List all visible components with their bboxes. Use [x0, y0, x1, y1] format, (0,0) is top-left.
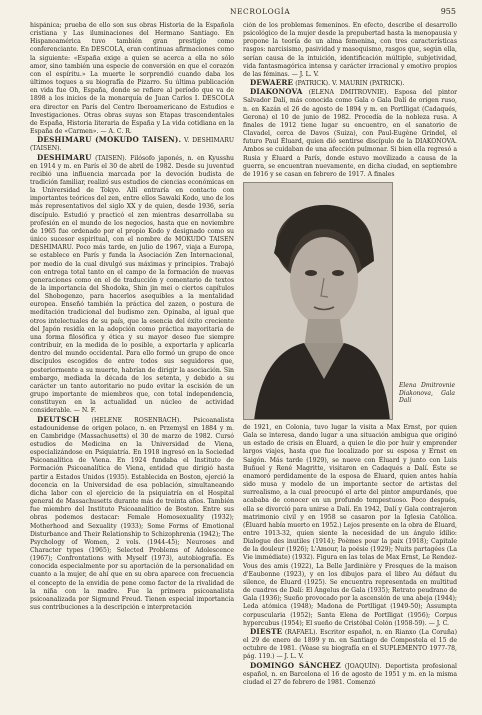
- entry-dewaere: DEWAERE (PATRICK). V. MAURIN (PATRICK).: [250, 78, 405, 88]
- page-header: [30, 7, 456, 19]
- portrait-illustration: [244, 183, 393, 420]
- entry-headword: DESHIMARU: [37, 152, 92, 162]
- entry-dieste: DIESTE (RAFAEL). Escritor español, n. en Rianxo (La Coruña) el 29 de enero de 1899 y m. en Santiago de Compostela el 15 de octubre de 1981. (Véase su biografía en el SUPLEMENTO 1977-78, pág. 119.) — J. L. V.: [243, 626, 457, 661]
- right-column: [243, 22, 457, 702]
- portrait-figure: [243, 182, 457, 420]
- left-column: [30, 22, 234, 702]
- entry-diakonova-continued: de 1921, en Colonia, tuvo lugar la visita a Max Ernst, por quien Gala se interesa, dando lugar a una situación ambigua que originó un estado de crisis en Éluard, a quien le dio por huir y emprender largos viajes, hasta que fue localizado por su esposa y Ernst en Saigón. Más tarde (1929), se nueve con Éluard y junto con Luis Buñuel y René Magritte, visitaron en Cadaqués a Dalí. Éste se enamoró perdidamente de la esposa de Éluard, quien antes había sido musa y modelo de un importante sector de artistas del surrealismo, a la cual preocupó el arte del pintor ampurdanés, que acababa de conocer en un profundo tempestuoso. Poco después, ella se divorció para unirse a Dalí. En 1942, Dalí y Gala contrajeron matrimonio civil y en 1958 se casaron por la Iglesia Católica. (Éluard había muerto en 1952.) Lejos presente en la obra de Éluard, entre 1913-32, quien siente la necesidad de un ángulo ídilio: Dialogue des inutiles (1914); Poèmes pour la paix (1918); Capitale de la douleur (1926); L'Amour, la poésie (1929); Nuits partagées (La Vie immédiate) (1932). Figura en las telas de Max Ernst, Le Rendez-Vous des amis (1922), La Belle Jardinière y Fresques de la maison d'Eaubonne (1923), y en los dibujos para el libro Au défaut du silence, de Éluard (1925). Se encuentra representada en multitud de cuadros de Dalí: El Ángelus de Gala (1935); Retrato peudrano de Gala (1936); Sueño provocado por la ascensión de una abeja (1944); Leda atómica (1948); Madona de Portlligat (1949-50); Assumpta corpuscularia (1952); Santa Elena de Portlligat (1956); Corpus hypercubus (1954); El sueño de Cristóbal Colón (1958-59). — J. C.: [243, 423, 457, 627]
- running-title: NECROLOGÍA: [230, 7, 291, 16]
- entry-headword: DEUTSCH: [37, 414, 80, 424]
- entry-headword: DESHIMARU (MOKUDO TAISEN).: [37, 135, 182, 145]
- entry-headword: DIESTE: [250, 626, 283, 636]
- entry-deutsch: DEUTSCH (HELENE ROSENBACH). Psicoanalista estadounidense de origen polaco, n. en Przemysl en 1884 y m. en Cambridge (Massachusetts) el 30 de marzo de 1982. Cursó estudios de Medicina en la Universidad de Viena, especializándose en Psiquiatría. En 1918 ingresó en la Sociedad Psicoanalítica de Viena. En 1924 fundaba el Instituto de Formación Psicoanalítica de Viena, entidad que dirigió hasta partir a Estados Unidos (1935). Establecida en Boston, ejerció la docencia en la Universidad de esa población, simultaneando dicha labor con el ejercicio de la psiquiatría en el Hospital general de Massachusetts durante más de treinta años. También fue miembro del Instituto Psicoanalítico de Boston. Entre sus obras podemos destacar: Female Homosexuality (1932); Motherhood and Sexuality (1933); Some Forms of Emotional Disturbance and Their Relationship to Schizophrenia (1942); The Psychology of Women, 2 vols. (1944-45); Neuroses and Character types (1965); Selected Problems of Adolescence (1967); Confrontations with Myself (1973), autobiografía. Es conocida especialmente por su aportación de la personalidad en cuanto a la mujer, de ahí que en su obra aparece con frecuencia el concepto de la envidia de pene como factor de la rivalidad de la niña con la madre. Fue la primera psicoanalista psicoanalizada por Sigmund Freud. Tienen especial importancia sus contribuciones a la descripción e interpretación: [30, 414, 234, 612]
- entry-continuation: hispánica; prueba de ello son sus obras Historia de la Española cristiana y Las iluminaciones del Hermano Santiago. En Hispanoamérica tuvo también gran prestigio como conferenciante. En DESCOLA, eran continuas afirmaciones como la siguiente: «España exige a quien se acerca a ella no sólo amor, sino también una especie de conversión en que el corazón con el espíritu.» La muerte le sorprendió cuando daba los últimos toques a su biografía de Pizarro. Su última publicación en vida fue Oh, España, donde se refiere al período que va de 1898 a los inicios de la monarquía de Juan Carlos I. DESCOLA era director en París del Centro Iberoamericano de Estudios e Investigaciones. Otras obras suyas son Etapas trascendentales de España, Historia literaria de España y La vida cotidiana en la España de «Carmen». — A. C. R.: [30, 22, 234, 136]
- entry-headword: DEWAERE: [250, 78, 294, 88]
- entry-deshimaru: DESHIMARU (TAISEN). Filósofo japonés, n. en Kyusshu en 1914 y m. en París el 30 de abril de 1982. Desde su juventud recibió una influencia marcada por la devoción budista de tradición familiar, realizó sus estudios de ciencias económicas en la Universidad de Tokyo. Allí entraría en contacto con importantes teóricos del zen, entre ellos Sawaki Kodo, uno de los más representativos del siglo XX y de quien, desde 1936, sería discípulo. Estudió y practicó el zen mientras desarrollaba su profesión en el mundo de los negocios, hasta que en noviembre de 1965 fue ordenado por el propio Kodo y designado como su único sucesor espiritual, con el nombre de MOKUDO TAISEN DESHIMARU. Poco más tarde, en julio de 1967, viaja a Europa, se establece en París y funda la Asociación Zen Internacional, por medio de la cual divulgó sus máximas y principios. Trabajó con entrega total tanto en el campo de la formación de nuevas generaciones como en el de traducción y comentario de textos de la importancia del Shodoka, Shin jin mei o ciertos capítulos del Shobogenzo, para hacerlos asequibles a la mentalidad europea. Enseñó también la práctica del zazen, o postura de meditación tradicional del budismo zen. Opinaba, al igual que otros intelectuales de su país, que la esencia del éxito creciente del Japón residía en la adopción como práctica mayoritaria de una forma filosófica y ética y su mayor deseo fue siempre contribuir, en la medida de lo posible, a exportarla y aplicarla dentro del mundo occidental. Para ello formó un grupo de once discípulos escogidos de entre todos sus seguidores que, posteriormente a su muerte, habrían de dirigir la asociación. Sin embargo, mediada la década de los setenta, y debido a su carácter un tanto autoritario no pudo evitar la escisión de un grupo importante de miembros que, con total independencia, constituyen en la actualidad un núcleo de actividad considerable. — N. F.: [30, 152, 234, 415]
- entry-deshimaru-ref: DESHIMARU (MOKUDO TAISEN). V. DESHIMARU (TAISEN).: [30, 135, 234, 153]
- page-number: 955: [440, 7, 456, 16]
- entry-domingo-sanchez: DOMINGO SÁNCHEZ (JOAQUÍN). Deportista profesional español, n. en Barcelona el 16 de agosto de 1951 y m. en la misma ciudad el 27 de febrero de 1981. Comenzó: [243, 660, 457, 686]
- entry-diakonova: DIAKONOVA (ELENA DMITROVNIE). Esposa del pintor Salvador Dalí, más conocida como Gala o Gala Dalí de origen ruso, n. en Kazán el 26 de agosto de 1894 y m. en Portlligat (Cadaqués, Gerona) el 10 de junio de 1982. Procedía de la nobleza rusa. A finales de 1912 tiene lugar su encuentro, en el sanatorio de Clavadel, cerca de Davos (Suiza), con Paul-Eugène Grindel, el futuro Paul Éluard, quien dió sentirse discípulo de la DIAKONOVA. Ambos se cuidaban de una afección pulmonar. Si bien ella regresó a Rusia y Éluard a París, donde estuvo movilizado a causa de la guerra, se encuentran nuevamente, en dicha ciudad, en septiembre de 1916 y se casan en febrero de 1917. A finales: [243, 87, 457, 178]
- entry-headword: DIAKONOVA: [250, 87, 303, 97]
- entry-headword: DOMINGO SÁNCHEZ: [250, 660, 341, 670]
- portrait-caption: Elena Dmitrovnie Diakonova, Gala Dalí: [399, 381, 455, 405]
- entry-continuation: ción de los problemas femeninos. En efecto, describe el desarrollo psicológico de la mujer desde la prepubertad hasta la menopausia y propone la teoría de un alma femenina, con tres características rasgos: narcisismo, pasividad y masoquismo, rasgos que, según ella, serían causa de la intuición, identificación múltiple, subjetividad, vida fantasmagórica intensa y carácter irracional y emotivo propios de las féminas. — J. L. V.: [243, 22, 457, 78]
- portrait-photo: [243, 182, 393, 420]
